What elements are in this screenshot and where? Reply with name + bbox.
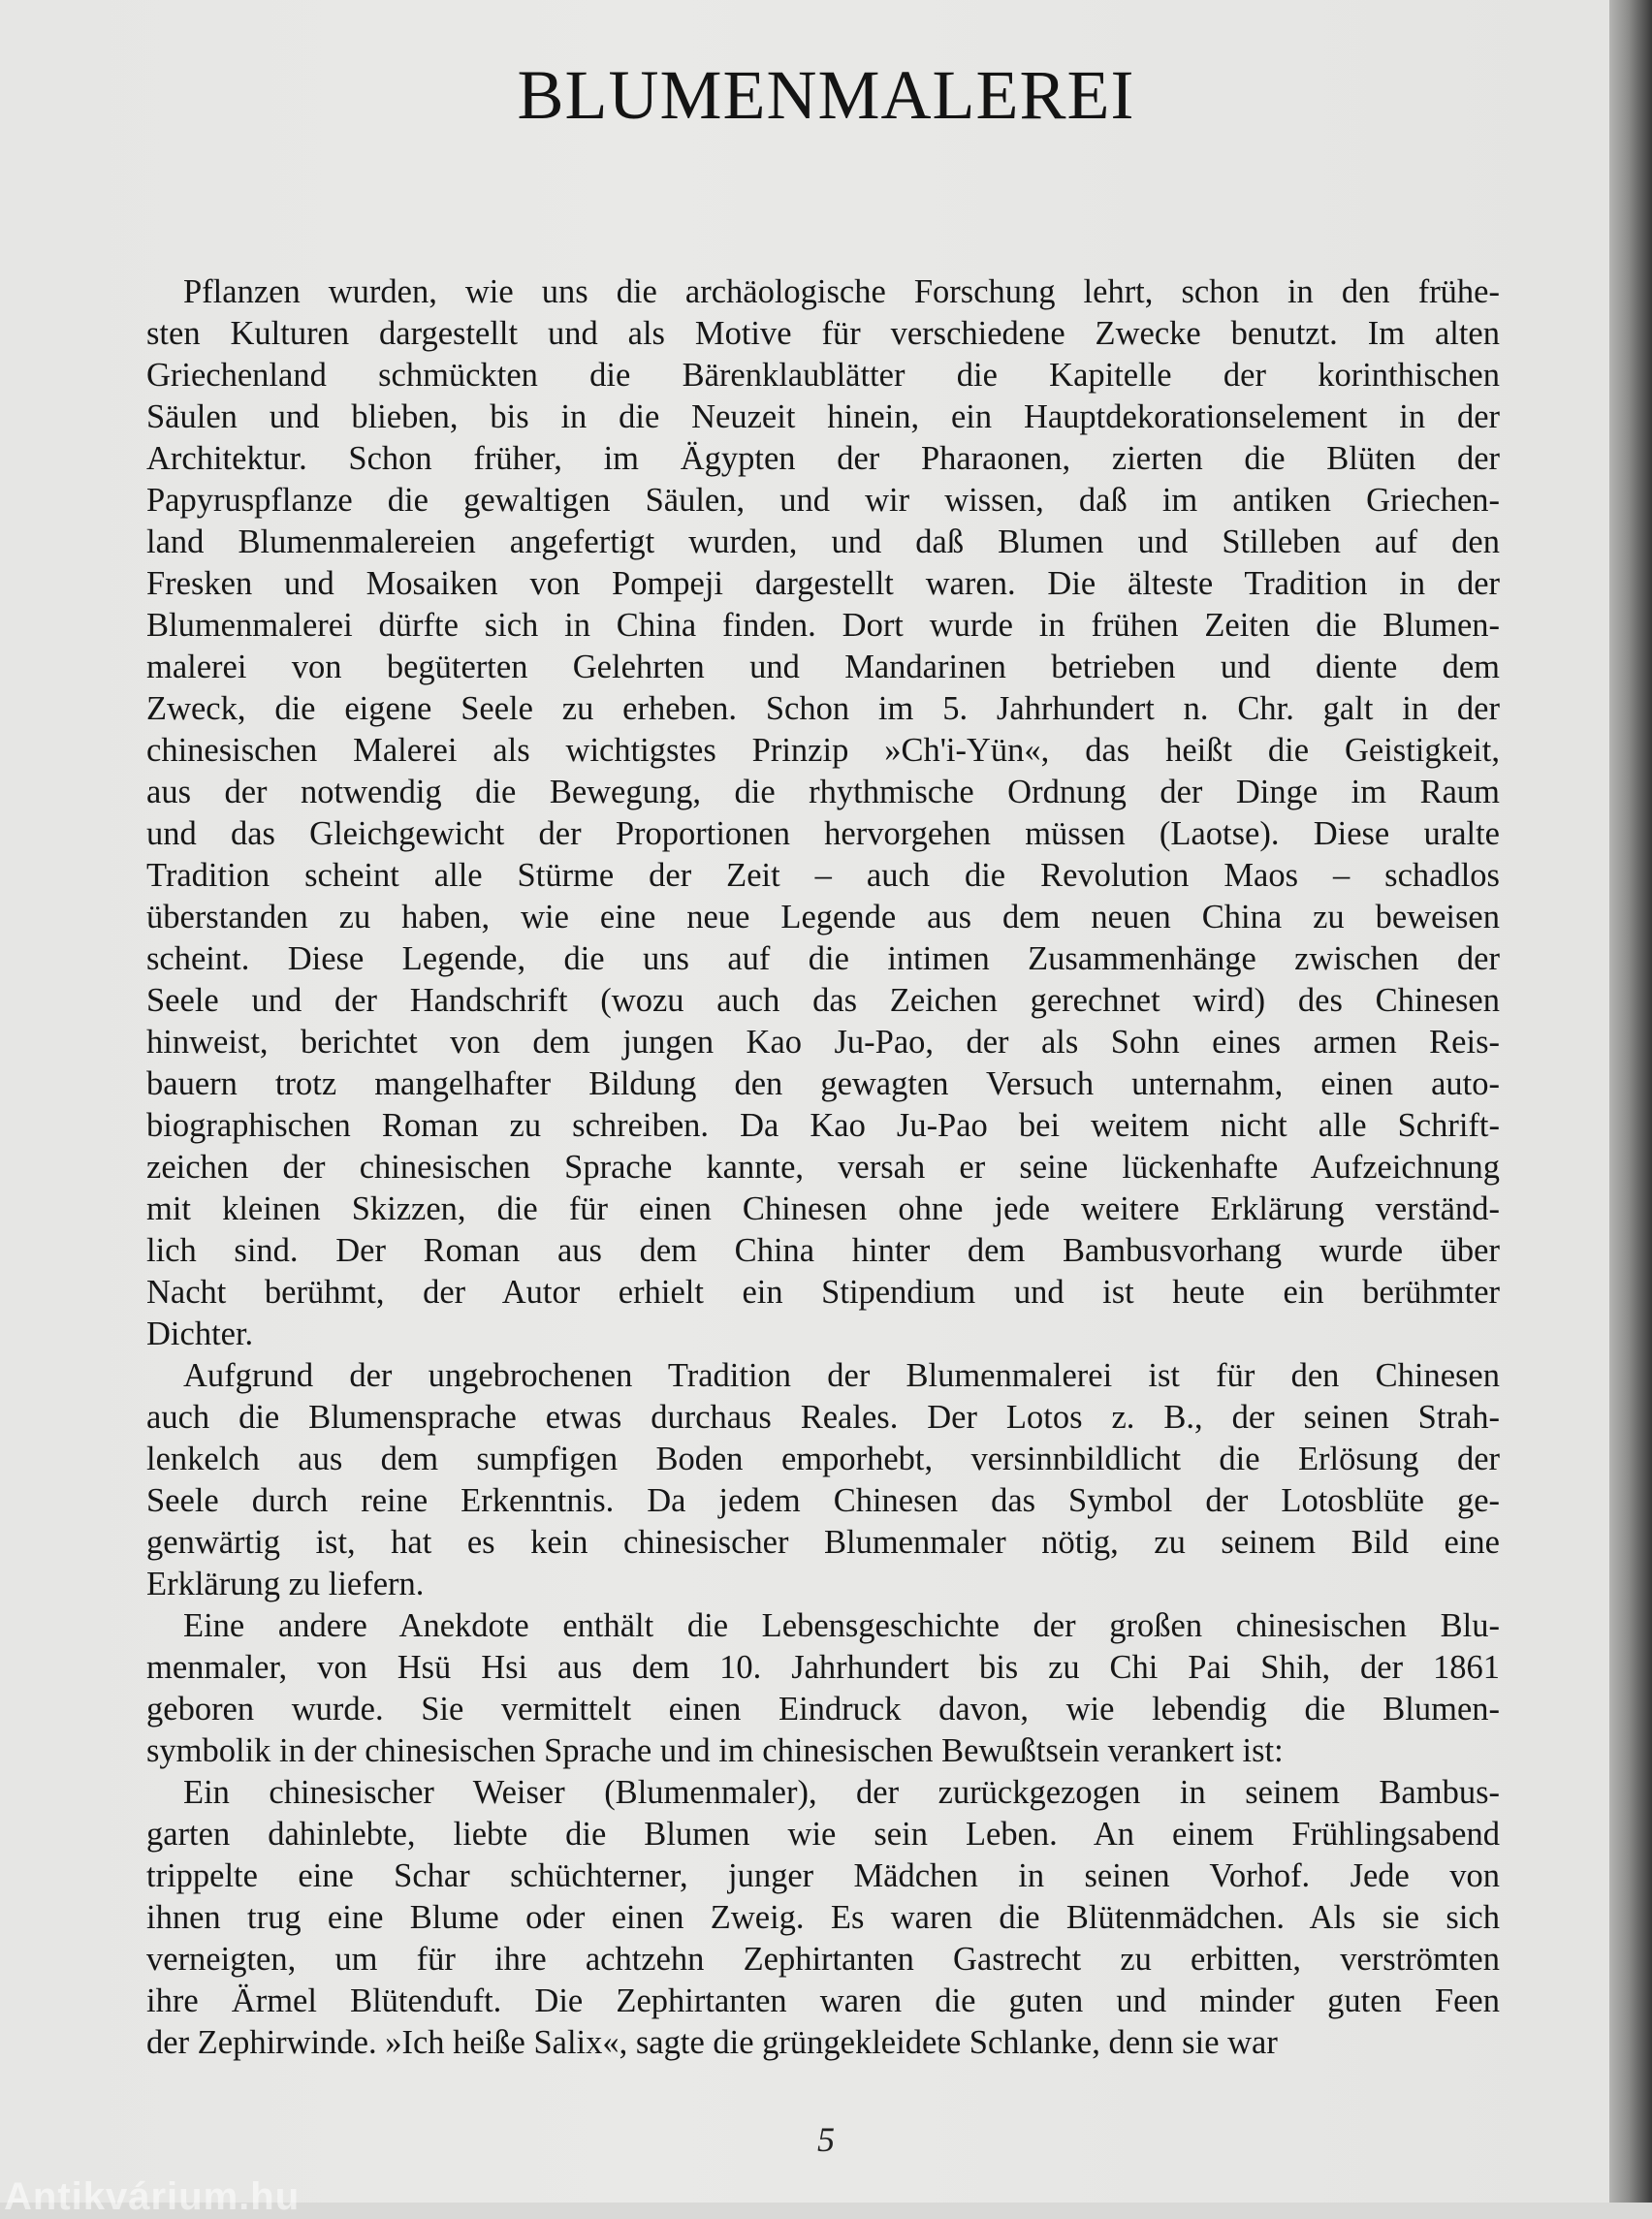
- page-number: 5: [817, 2120, 835, 2159]
- text-line: ihnen trug eine Blume oder einen Zweig. Es waren die Blütenmädchen. Als sie sich: [146, 1899, 1500, 1936]
- paragraph: [146, 1355, 1500, 1605]
- text-line: sten Kulturen dargestellt und als Motive für verschiedene Zwecke benutzt. Im alten: [146, 315, 1500, 352]
- text-line: Eine andere Anekdote enthält die Lebensgeschichte der großen chinesischen Blu-: [183, 1607, 1500, 1644]
- text-line: geboren wurde. Sie vermittelt einen Eindruck davon, wie lebendig die Blumen-: [146, 1691, 1500, 1728]
- paragraph: [146, 1772, 1500, 2064]
- text-line: land Blumenmalereien angefertigt wurden, und daß Blumen und Stilleben auf den: [146, 523, 1500, 560]
- text-line: Nacht berühmt, der Autor erhielt ein Stipendium und ist heute ein berühmter: [146, 1274, 1500, 1311]
- text-line: malerei von begüterten Gelehrten und Mandarinen betrieben und diente dem: [146, 649, 1500, 685]
- paragraph: [146, 271, 1500, 1355]
- text-line: Seele und der Handschrift (wozu auch das Zeichen gerechnet wird) des Chinesen: [146, 982, 1500, 1019]
- text-line: biographischen Roman zu schreiben. Da Kao Ju-Pao bei weitem nicht alle Schrift-: [146, 1107, 1500, 1144]
- text-line: chinesischen Malerei als wichtigstes Prinzip »Ch'i-Yün«, das heißt die Geistigkeit,: [146, 732, 1500, 769]
- text-line: garten dahinlebte, liebte die Blumen wie sein Leben. An einem Frühlingsabend: [146, 1816, 1500, 1853]
- text-line: Zweck, die eigene Seele zu erheben. Schon im 5. Jahrhundert n. Chr. galt in der: [146, 690, 1500, 727]
- text-line: Ein chinesischer Weiser (Blumenmaler), der zurückgezogen in seinem Bambus-: [183, 1774, 1500, 1811]
- text-line: der Zephirwinde. »Ich heiße Salix«, sagte die grüngekleidete Schlanke, denn sie war: [146, 2024, 1278, 2061]
- watermark: Antikvárium.hu: [4, 2175, 301, 2218]
- text-line: lenkelch aus dem sumpfigen Boden emporhebt, versinnbildlicht die Erlösung der: [146, 1441, 1500, 1477]
- text-line: aus der notwendig die Bewegung, die rhythmische Ordnung der Dinge im Raum: [146, 774, 1500, 810]
- text-line: Dichter.: [146, 1316, 254, 1352]
- text-line: Griechenland schmückten die Bärenklaublätter die Kapitelle der korinthischen: [146, 357, 1500, 394]
- text-line: und das Gleichgewicht der Proportionen hervorgehen müssen (Laotse). Diese uralte: [146, 815, 1500, 852]
- text-line: Erklärung zu liefern.: [146, 1566, 425, 1602]
- page-title: BLUMENMALEREI: [517, 56, 1135, 134]
- text-line: Blumenmalerei dürfte sich in China finden. Dort wurde in frühen Zeiten die Blumen-: [146, 607, 1500, 644]
- text-line: scheint. Diese Legende, die uns auf die intimen Zusammenhänge zwischen der: [146, 940, 1500, 977]
- text-line: ihre Ärmel Blütenduft. Die Zephirtanten waren die guten und minder guten Feen: [146, 1982, 1500, 2019]
- text-line: verneigten, um für ihre achtzehn Zephirtanten Gastrecht zu erbitten, verströmten: [146, 1941, 1500, 1978]
- text-line: Fresken und Mosaiken von Pompeji dargestellt waren. Die älteste Tradition in der: [146, 565, 1500, 602]
- text-line: Säulen und blieben, bis in die Neuzeit hinein, ein Hauptdekorationselement in der: [146, 398, 1500, 435]
- text-line: genwärtig ist, hat es kein chinesischer Blumenmaler nötig, zu seinem Bild eine: [146, 1524, 1500, 1561]
- text-line: lich sind. Der Roman aus dem China hinter dem Bambusvorhang wurde über: [146, 1232, 1500, 1269]
- text-line: überstanden zu haben, wie eine neue Legende aus dem neuen China zu beweisen: [146, 899, 1500, 935]
- text-line: symbolik in der chinesischen Sprache und im chinesischen Bewußtsein verankert ist:: [146, 1732, 1284, 1769]
- body-text: [146, 271, 1500, 2064]
- text-line: bauern trotz mangelhafter Bildung den gewagten Versuch unternahm, einen auto-: [146, 1065, 1500, 1102]
- text-line: mit kleinen Skizzen, die für einen Chinesen ohne jede weitere Erklärung verständ-: [146, 1190, 1500, 1227]
- text-line: Pflanzen wurden, wie uns die archäologische Forschung lehrt, schon in den frühe-: [183, 273, 1500, 310]
- text-line: Aufgrund der ungebrochenen Tradition der Blumenmalerei ist für den Chinesen: [183, 1357, 1500, 1394]
- text-line: hinweist, berichtet von dem jungen Kao Ju-Pao, der als Sohn eines armen Reis-: [146, 1024, 1500, 1061]
- text-line: Tradition scheint alle Stürme der Zeit – auch die Revolution Maos – schadlos: [146, 857, 1500, 894]
- text-line: Papyruspflanze die gewaltigen Säulen, und wir wissen, daß im antiken Griechen-: [146, 482, 1500, 519]
- book-gutter: [1609, 0, 1652, 2203]
- text-line: zeichen der chinesischen Sprache kannte, versah er seine lückenhafte Aufzeichnung: [146, 1149, 1500, 1186]
- text-line: Architektur. Schon früher, im Ägypten der Pharaonen, zierten die Blüten der: [146, 440, 1500, 477]
- text-line: auch die Blumensprache etwas durchaus Reales. Der Lotos z. B., der seinen Strah-: [146, 1399, 1500, 1436]
- text-line: menmaler, von Hsü Hsi aus dem 10. Jahrhundert bis zu Chi Pai Shih, der 1861: [146, 1649, 1500, 1686]
- text-line: Seele durch reine Erkenntnis. Da jedem Chinesen das Symbol der Lotosblüte ge-: [146, 1482, 1500, 1519]
- paragraph: [146, 1605, 1500, 1772]
- text-line: trippelte eine Schar schüchterner, junger Mädchen in seinen Vorhof. Jede von: [146, 1857, 1500, 1894]
